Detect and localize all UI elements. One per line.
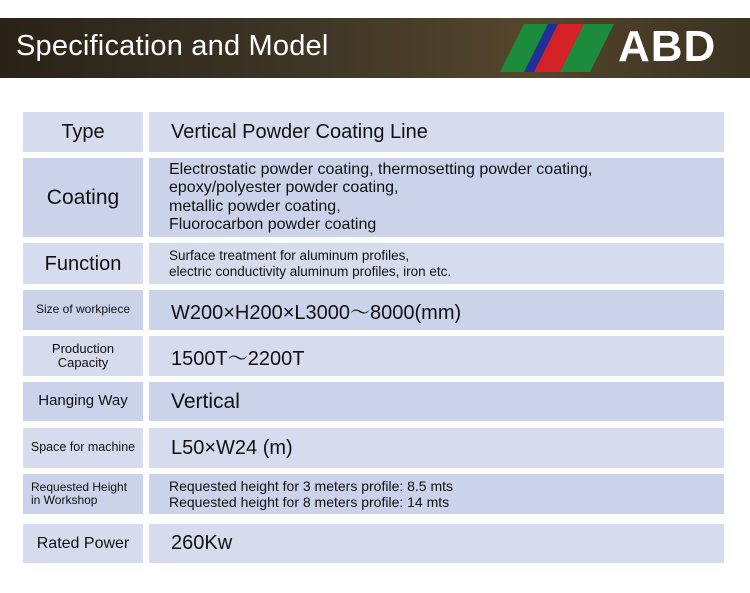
spec-label: Function: [23, 243, 143, 284]
spec-value: Surface treatment for aluminum profiles, electric conductivity aluminum profiles, iron etc.: [149, 243, 724, 284]
spec-value: Electrostatic powder coating, thermosetting powder coating, epoxy/polyester powder coating, metallic powder coating, Fluorocarbon powder coating: [149, 158, 724, 237]
page-title: Specification and Model: [16, 30, 329, 62]
spec-value: Vertical Powder Coating Line: [149, 112, 724, 152]
spec-value: Vertical: [149, 382, 724, 421]
logo-text: ABD: [618, 22, 717, 71]
abd-logo: [500, 22, 750, 74]
spec-value: L50×W24 (m): [149, 428, 724, 468]
logo-stripes-icon: [500, 24, 618, 72]
spec-label: Type: [23, 112, 143, 152]
spec-value: W200×H200×L3000～8000(mm): [149, 290, 724, 330]
spec-value: 260Kw: [149, 524, 724, 563]
header-bar: [0, 18, 750, 78]
spec-label: Rated Power: [23, 524, 143, 563]
spec-value: 1500T～2200T: [149, 336, 724, 376]
spec-label: Hanging Way: [23, 382, 143, 421]
spec-label: Space for machine: [23, 428, 143, 468]
spec-label: Production Capacity: [23, 336, 143, 376]
spec-label: Requested Height in Workshop: [23, 474, 143, 514]
spec-label: Coating: [23, 158, 143, 237]
spec-label: Size of workpiece: [23, 290, 143, 330]
spec-value: Requested height for 3 meters profile: 8.5 mts Requested height for 8 meters profile: 14 mts: [149, 474, 724, 514]
